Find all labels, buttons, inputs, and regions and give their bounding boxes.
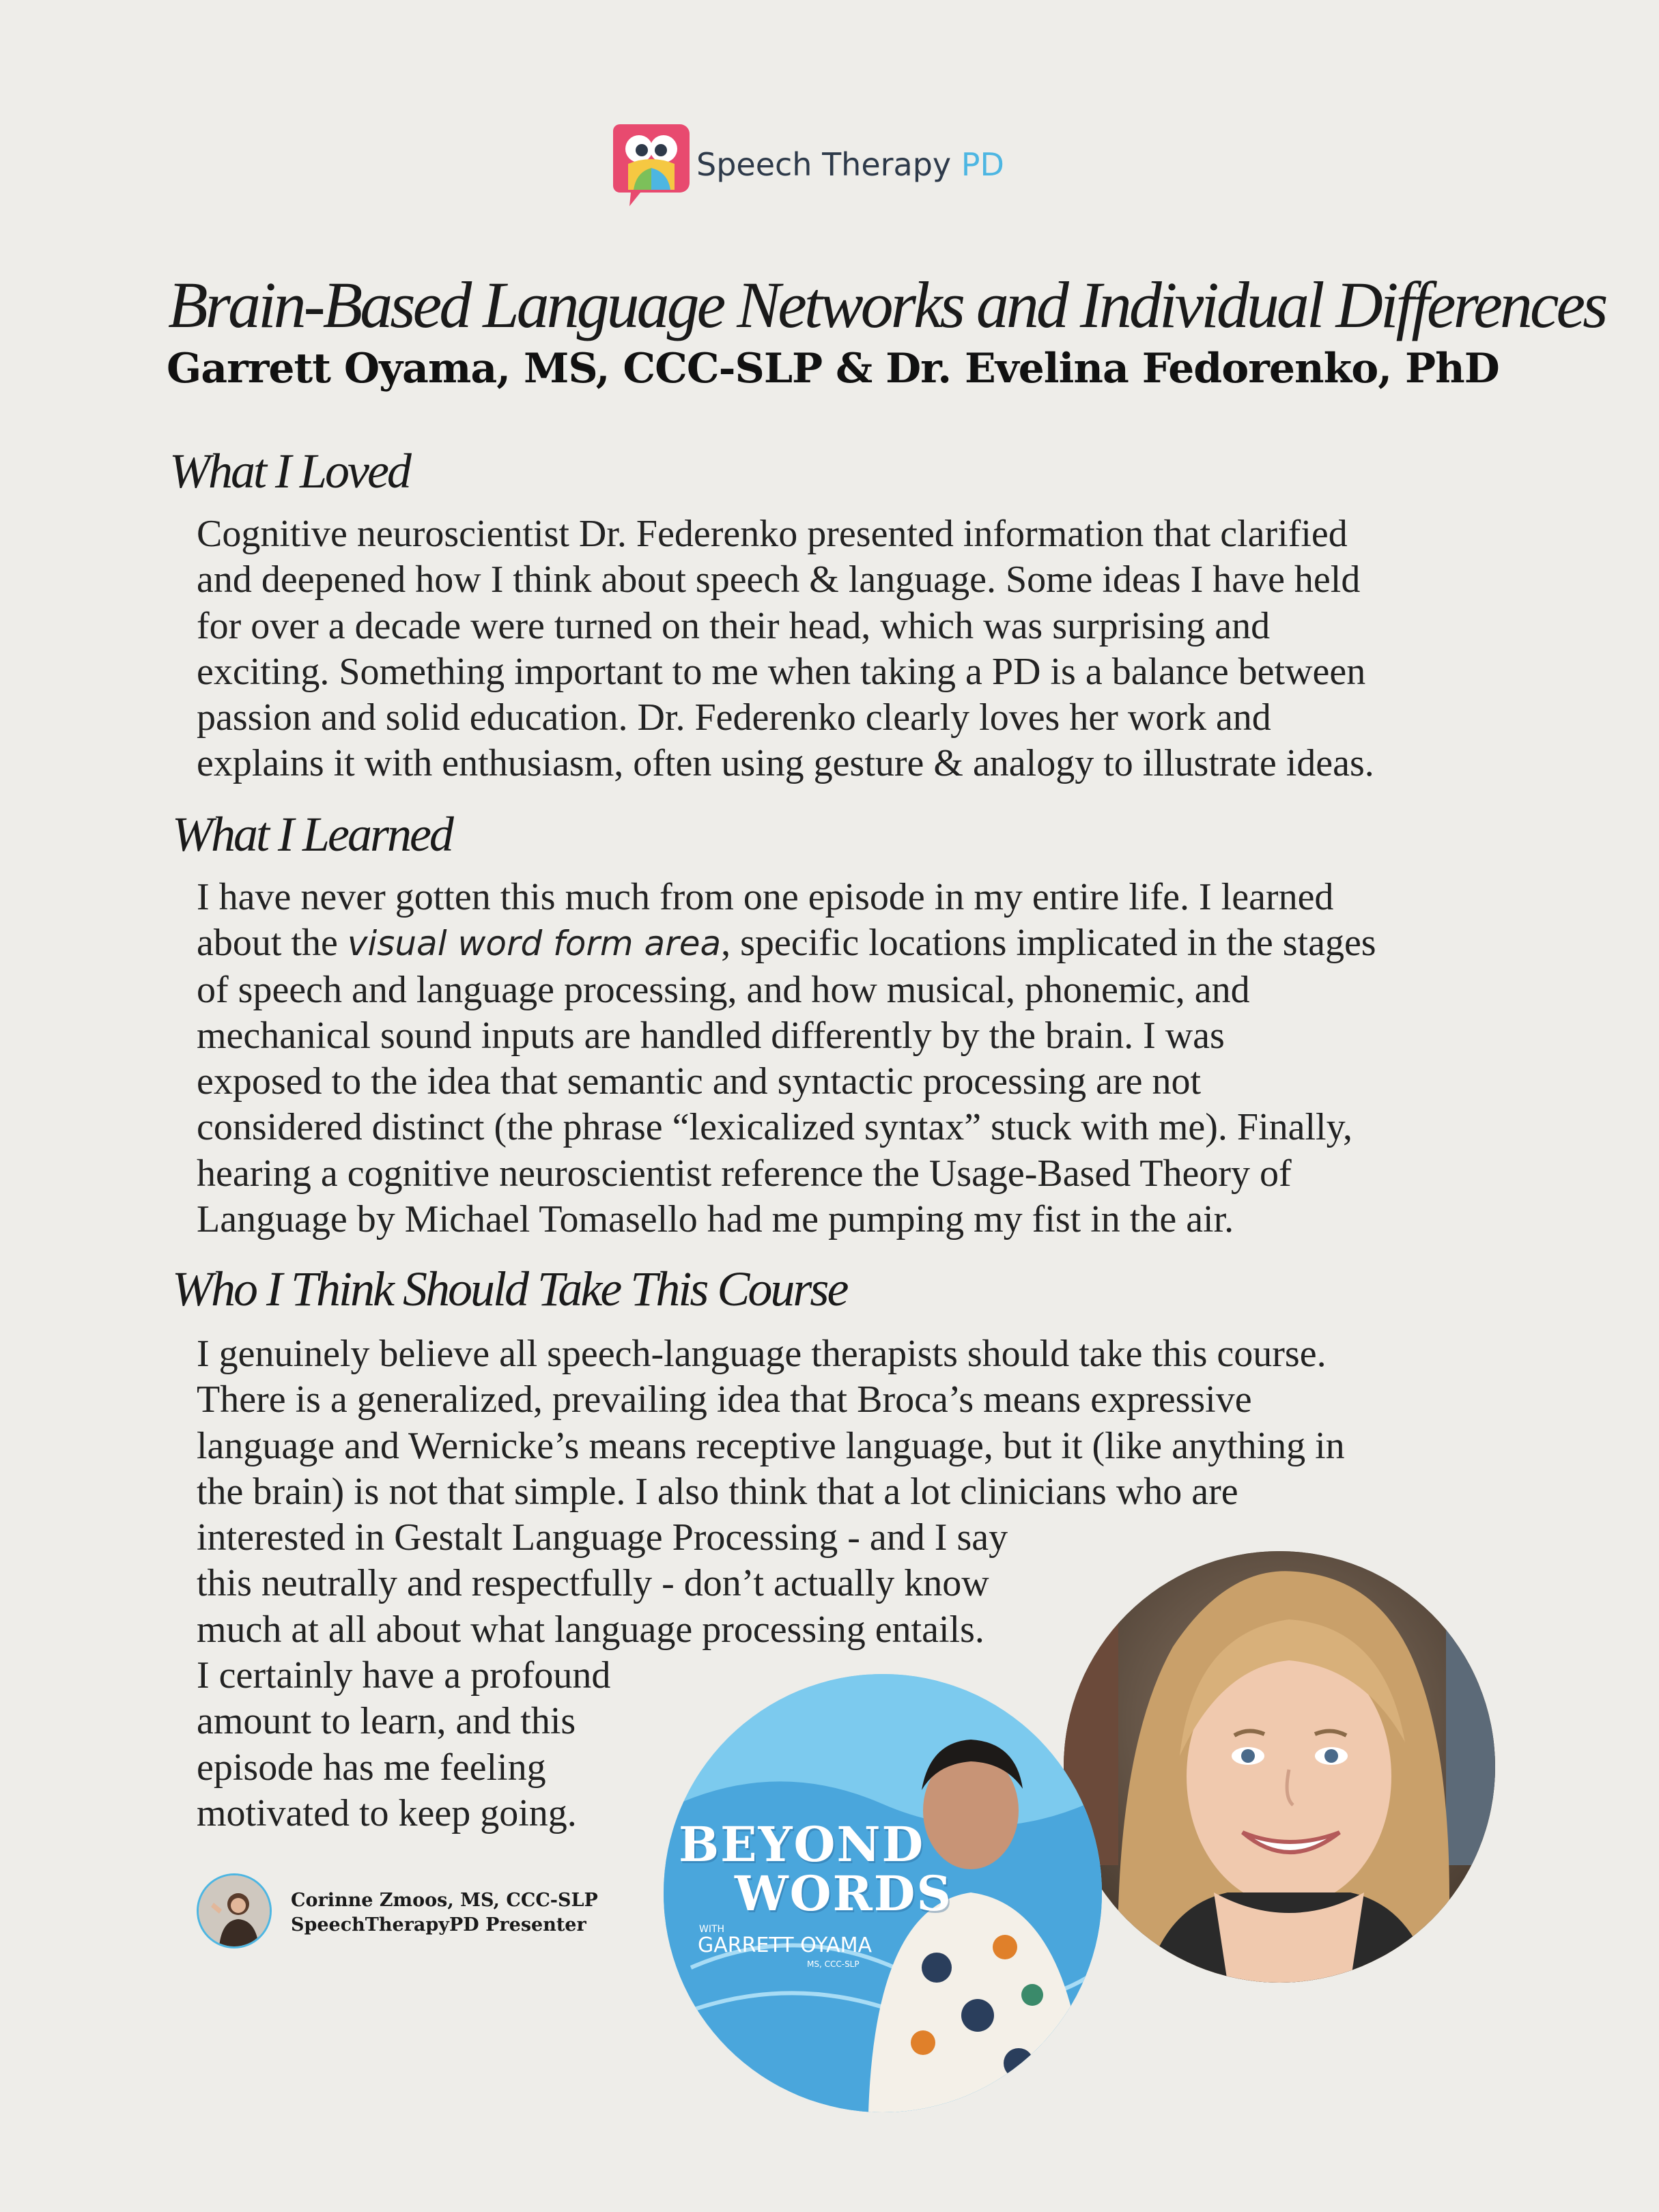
podcast-title-line1: BEYOND [679,1816,925,1873]
brand-name-suffix: PD [961,146,1004,183]
podcast-title-line2: WORDS [735,1865,953,1922]
text-line: I certainly have a profound [197,1654,611,1697]
text-line: mechanical sound inputs are handled differently by the brain. I was [197,1014,1225,1057]
text-line: I genuinely believe all speech-language therapists should take this course. [197,1333,1327,1375]
text-line: motivated to keep going. [197,1791,577,1834]
text-line: of speech and language processing, and how musical, phonemic, and [197,968,1250,1011]
text-line: and deepened how I think about speech & language. Some ideas I have held [197,558,1361,601]
text-line: much at all about what language processing entails. [197,1608,984,1651]
text-line: language and Wernicke’s means receptive language, but it (like anything in [197,1424,1345,1467]
text-line: hearing a cognitive neuroscientist reference the Usage-Based Theory of [197,1152,1292,1195]
podcast-with-label: WITH [699,1924,725,1935]
podcast-credentials: MS, CCC-SLP [807,1959,860,1969]
text-line: interested in Gestalt Language Processing - and I say [197,1516,1008,1559]
section-heading-loved: What I Loved [169,444,410,498]
reviewer-card [197,1873,675,1953]
text-line: exposed to the idea that semantic and syntactic processing are not [197,1060,1202,1103]
section-body-learned [197,875,1376,1243]
section-heading-learned: What I Learned [172,807,452,862]
text-line: Language by Michael Tomasello had me pumping my fist in the air. [197,1198,1234,1241]
brand-name: Speech Therapy PD [696,146,1004,183]
text-line [197,920,1376,967]
podcast-host: GARRETT OYAMA [698,1933,872,1957]
text-line: episode has me feeling [197,1746,546,1789]
text-line: for over a decade were turned on their head, which was surprising and [197,604,1271,647]
avatar [197,1873,272,1948]
text-line: exciting. Something important to me when taking a PD is a balance between [197,650,1366,693]
text-line: this neutrally and respectfully - don’t actually know [197,1562,989,1605]
text-fragment: about the [197,922,348,965]
presenter-portrait-illustration [1064,1551,1495,1983]
person-silhouette-icon [199,1875,270,1946]
podcast-cover [664,1674,1102,2112]
owl-speech-bubble-logo-icon [613,124,690,208]
document-title: Brain-Based Language Networks and Individual Differences [168,268,1606,341]
section-heading-who: Who I Think Should Take This Course [172,1262,847,1316]
text-line: explains it with enthusiasm, often using gesture & analogy to illustrate ideas. [197,742,1374,785]
document-authors: Garrett Oyama, MS, CCC-SLP & Dr. Evelina Fedorenko, PhD [167,345,1499,393]
section-body-loved [197,511,1374,787]
text-fragment: , specific locations implicated in the stages [721,922,1376,965]
text-line: There is a generalized, prevailing idea that Broca’s means expressive [197,1378,1252,1421]
reviewer-name: Corinne Zmoos, MS, CCC-SLP [291,1890,598,1911]
text-line: passion and solid education. Dr. Federenko clearly loves her work and [197,696,1271,739]
text-line: I have never gotten this much from one episode in my entire life. I learned [197,876,1334,918]
text-line: amount to learn, and this [197,1700,576,1743]
brand-logo [613,124,1009,208]
reviewer-role: SpeechTherapyPD Presenter [291,1914,586,1936]
text-line: Cognitive neuroscientist Dr. Federenko presented information that clarified [197,513,1348,555]
presenter-photo [1064,1551,1495,1983]
text-line: the brain) is not that simple. I also think that a lot clinicians who are [197,1470,1238,1513]
emphasized-term: visual word form area [347,924,722,964]
text-line: considered distinct (the phrase “lexicalized syntax” stuck with me). Finally, [197,1106,1352,1149]
